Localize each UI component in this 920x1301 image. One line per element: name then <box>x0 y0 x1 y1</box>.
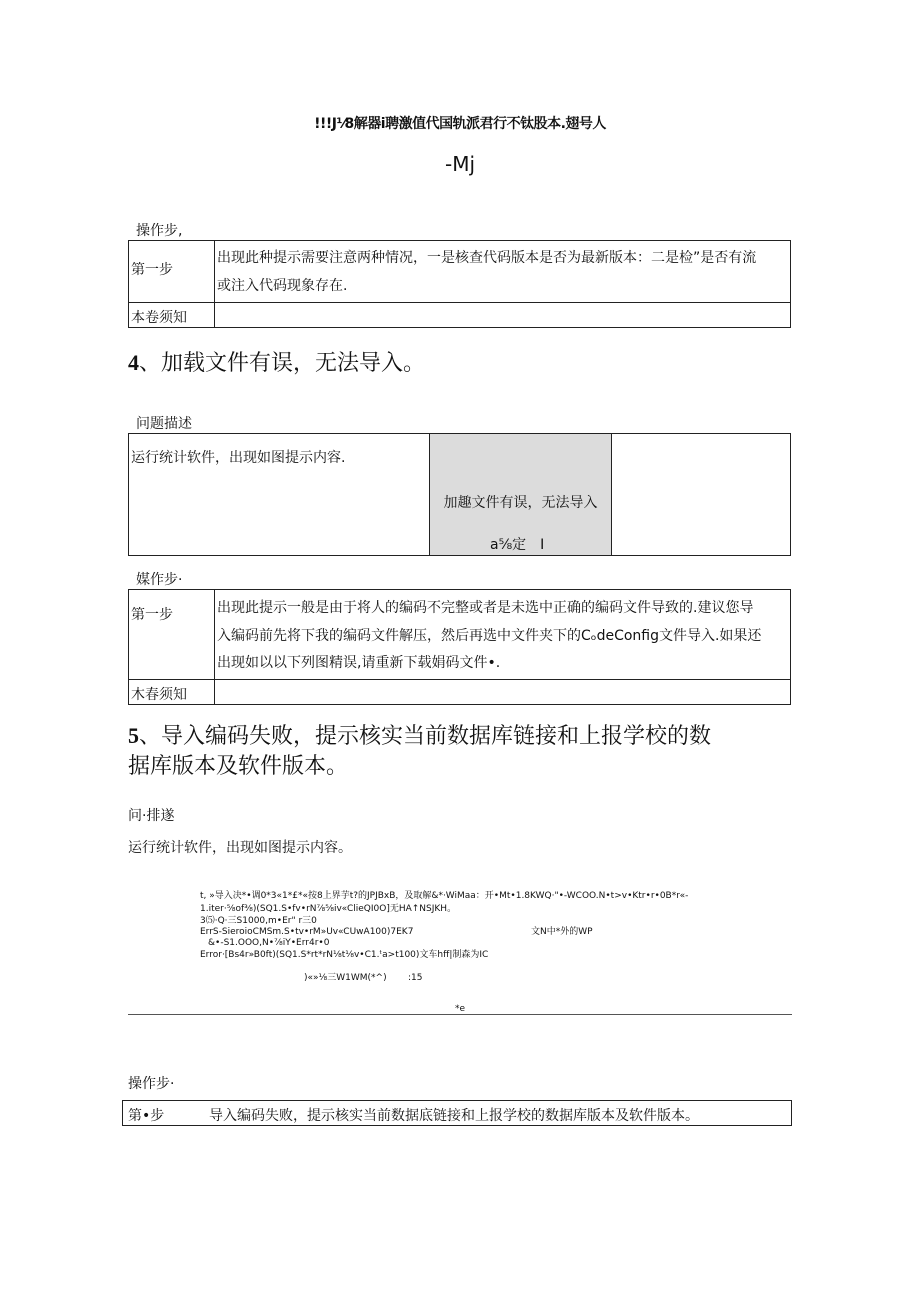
s3-row1-text-cell <box>214 240 791 303</box>
s3-row2-text-cell <box>214 302 791 328</box>
page-header-line2 <box>0 152 920 176</box>
s5-screenshot-line-3: 3⑸·Q·三S1000,m•Er" r三0 <box>200 916 317 926</box>
header-text-2: -Mj <box>444 152 476 176</box>
s5-row1-cell <box>122 1100 792 1126</box>
s4-row2-label-cell <box>128 679 215 705</box>
s4-row2-text-cell <box>214 679 791 705</box>
s4-problem-empty-cell <box>611 433 791 556</box>
s5-heading <box>128 721 792 782</box>
s4-heading <box>128 348 425 379</box>
s4-row1-text-1: 出现此提示一般是由于将人的编码不完整或者是未选中正确的编码文件导致的.建议您导 <box>217 600 754 616</box>
s4-row1-label-cell <box>128 589 215 680</box>
s5-screenshot-footer-num: :15 <box>408 973 423 983</box>
s3-steps-label: 操作步, <box>136 223 183 239</box>
s5-heading-line1 <box>128 721 792 752</box>
s3-row1-label: 第一步 <box>131 262 173 278</box>
s3-row2-label: 本卷须知 <box>131 310 187 326</box>
s4-heading-number: 4 <box>128 350 139 375</box>
header-text-1: !!!J⅟8解器i聘激值代国轨派君行不钛股本.翅号人 <box>314 116 606 132</box>
s4-row2-label: 木春须知 <box>131 687 187 703</box>
s5-screenshot-mark: *e <box>455 1004 466 1014</box>
s4-problem-text-cell <box>128 433 430 556</box>
s5-row1-text: 导入编码失败，提示核实当前数据底链接和上报学校的数据库版本及软件版本。 <box>209 1108 699 1124</box>
page-header-line1 <box>0 113 920 133</box>
s4-heading-text: 、加载文件有误，无法导入。 <box>139 351 426 376</box>
s4-error-dialog <box>429 433 612 556</box>
s5-heading-text-2: 据库版本及软件版本。 <box>128 754 349 779</box>
s5-screenshot-footer: )«»⅛三W1WM(*^) <box>304 973 387 983</box>
s5-screenshot-divider <box>128 1014 792 1015</box>
s4-problem-label: 问题描述 <box>136 416 192 432</box>
s4-row1-text-cell <box>214 589 791 680</box>
s4-steps-label: 媒作步· <box>136 572 183 588</box>
s5-screenshot-line-4: ErrS-SieroioCMSm.S•tv•rM»Uv«CUwA100)7EK7 <box>200 927 414 937</box>
s5-screenshot-line-6: Error·[Bs4r»B0ft)(SQ1.S*rt*rN⅛t⅛v•C1.ᵗa>t100)文车hff|制森为IC <box>200 950 489 960</box>
s5-row1-label: 第•步 <box>128 1108 165 1124</box>
s5-screenshot-line-5: &•-S1.OOO,N•⅞iY•Err4r•0 <box>208 938 330 948</box>
s4-row1-label: 第一步 <box>131 607 173 623</box>
s3-row1-label-cell <box>128 240 215 303</box>
s4-problem-text: 运行统计软件，出现如图提示内容. <box>131 450 346 466</box>
s5-problem-label: 问·排遂 <box>128 808 175 824</box>
s5-steps-label: 操作步· <box>128 1076 175 1092</box>
s4-row1-text-3: 出现如以以下列图精误,请重新下载娟码文件•. <box>217 655 501 671</box>
s3-row1-text-2: 或注入代码现象存在. <box>217 278 348 294</box>
s5-screenshot-right-note: 文N中*外的WP <box>531 927 593 937</box>
s3-row2-label-cell <box>128 302 215 328</box>
s4-dialog-message: 加趣文件有误，无法导入 <box>443 495 598 511</box>
s4-row1-text-2: 入编码前先将下我的编码文件解压，然后再选中文件夹下的CₒdeConfig文件导入.如果还 <box>217 628 762 644</box>
s5-screenshot-line-1: t, »导入决*•调0*3«1*£*«按8上界芋t?的JPJBxB，及取解&*·WiMaa：开•Mt•1.8KWQ·"•-WCOO.N•t>v•Ktr•r•0B*r«- <box>200 891 689 901</box>
s4-dialog-ok-button[interactable]: a⅝定 I <box>490 537 545 553</box>
s5-heading-text-1: 、导入编码失败，提示核实当前数据库链接和上报学校的数 <box>139 724 712 749</box>
s5-error-screenshot <box>128 890 792 1015</box>
s3-row1-text-1: 出现此种提示需要注意两种情况，一是核查代码版本是否为最新版本：二是检”是否有流 <box>217 250 757 266</box>
s5-problem-text: 运行统计软件，出现如图提示内容。 <box>128 840 352 856</box>
s5-heading-number: 5 <box>128 723 139 748</box>
s5-screenshot-line-2: 1.iter·⅝of⅜)(SQ1.S•fv•rN⅞⅝iv«ClieQI0O]无HA↑NSJKH。 <box>200 904 457 914</box>
